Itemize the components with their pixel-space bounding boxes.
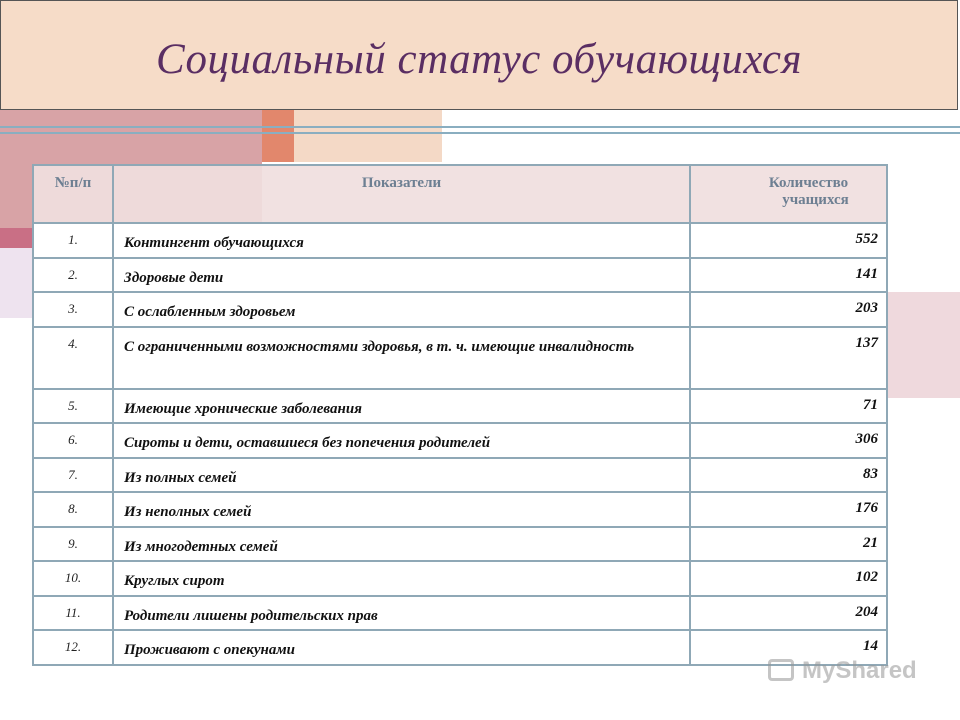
header-number: №п/п (33, 165, 113, 223)
table-row (33, 327, 887, 389)
row-count: 176 (690, 492, 887, 527)
decor-block-peach (294, 110, 442, 162)
row-number: 12. (33, 630, 113, 665)
row-count: 14 (690, 630, 887, 665)
row-indicator: Круглых сирот (113, 561, 690, 596)
row-number: 5. (33, 389, 113, 424)
row-indicator: Из полных семей (113, 458, 690, 493)
decor-stripe (0, 132, 960, 134)
row-indicator: Из многодетных семей (113, 527, 690, 562)
header-count-line2: учащихся (782, 192, 849, 208)
row-indicator: Контингент обучающихся (113, 223, 690, 258)
header-count-line1: Количество (768, 175, 849, 191)
row-indicator: Имеющие хронические заболевания (113, 389, 690, 424)
row-indicator: Родители лишены родительских прав (113, 596, 690, 631)
watermark (768, 655, 928, 691)
row-number: 2. (33, 258, 113, 293)
row-indicator: Проживают с опекунами (113, 630, 690, 665)
table-row (33, 423, 887, 458)
row-indicator: С ослабленным здоровьем (113, 292, 690, 327)
row-number: 6. (33, 423, 113, 458)
row-number: 3. (33, 292, 113, 327)
decor-block-lavender (0, 248, 32, 318)
decor-stripe (0, 126, 960, 128)
table-row (33, 492, 887, 527)
row-number: 9. (33, 527, 113, 562)
table-row (33, 561, 887, 596)
social-status-table (32, 164, 888, 666)
row-indicator: Сироты и дети, оставшиеся без попечения родителей (113, 423, 690, 458)
row-count: 141 (690, 258, 887, 293)
header-count (690, 165, 887, 223)
decor-block-coral (262, 110, 294, 162)
row-number: 1. (33, 223, 113, 258)
presentation-icon (768, 659, 794, 681)
page-title: Социальный статус обучающихся (155, 36, 803, 83)
row-number: 10. (33, 561, 113, 596)
row-count: 71 (690, 389, 887, 424)
row-number: 8. (33, 492, 113, 527)
row-count: 552 (690, 223, 887, 258)
row-count: 306 (690, 423, 887, 458)
row-count: 102 (690, 561, 887, 596)
table-row (33, 292, 887, 327)
row-count: 83 (690, 458, 887, 493)
table-row (33, 630, 887, 665)
row-count: 204 (690, 596, 887, 631)
row-indicator: Из неполных семей (113, 492, 690, 527)
table-row (33, 389, 887, 424)
row-indicator: Здоровые дети (113, 258, 690, 293)
row-count: 21 (690, 527, 887, 562)
table-row (33, 458, 887, 493)
row-indicator: С ограниченными возможностями здоровья, в т. ч. имеющие инвалидность (113, 327, 690, 389)
table-row (33, 223, 887, 258)
table-row (33, 527, 887, 562)
row-count: 137 (690, 327, 887, 389)
table-header-row (33, 165, 887, 223)
row-number: 7. (33, 458, 113, 493)
row-number: 11. (33, 596, 113, 631)
table-row (33, 258, 887, 293)
title-banner (0, 0, 958, 110)
table-row (33, 596, 887, 631)
row-count: 203 (690, 292, 887, 327)
row-number: 4. (33, 327, 113, 389)
watermark-text: MyShared (802, 657, 917, 684)
decor-block-rose (0, 228, 32, 248)
header-indicator: Показатели (113, 165, 690, 223)
